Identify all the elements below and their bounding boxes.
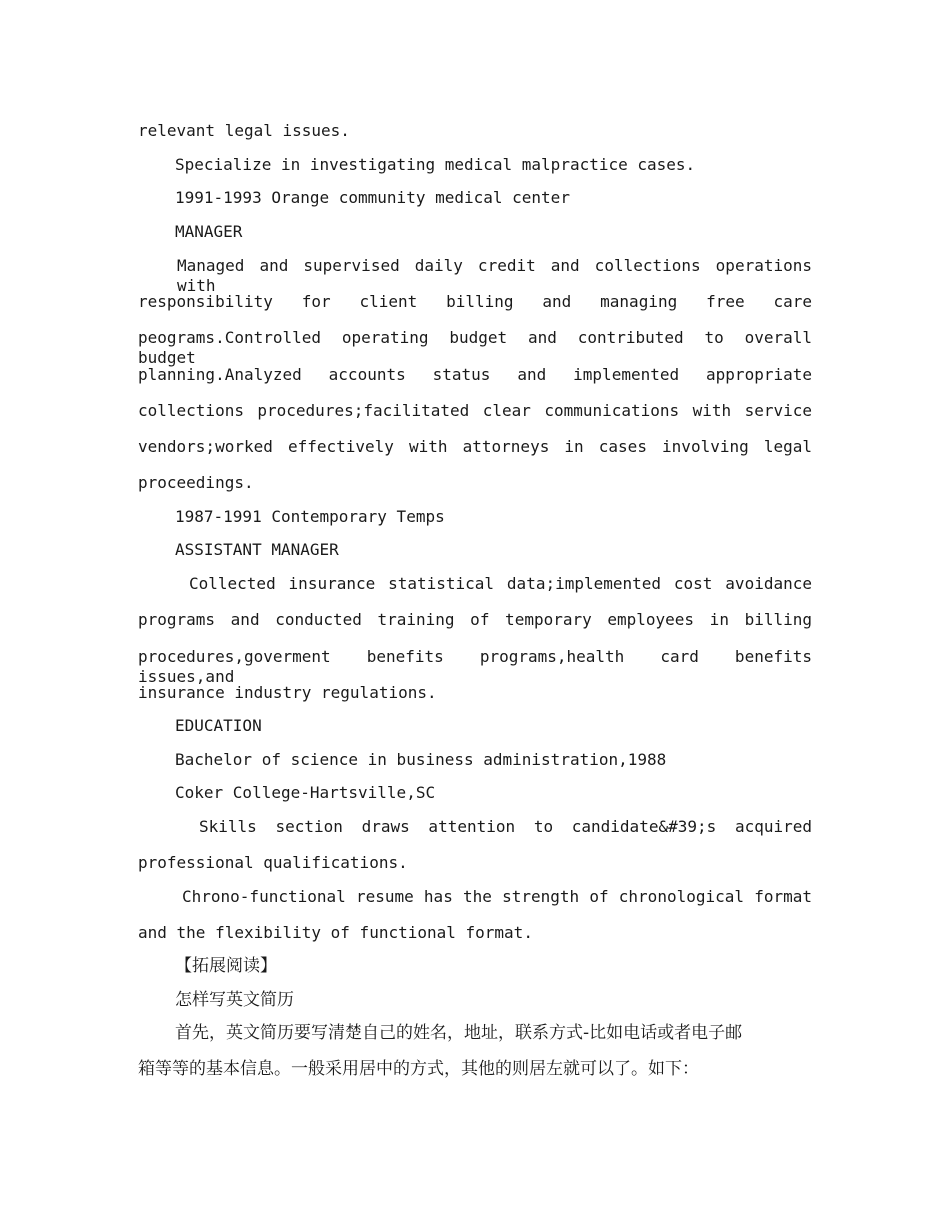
job-title: ASSISTANT MANAGER (175, 540, 339, 559)
paragraph-line: Managed and supervised daily credit and collections operations with (177, 256, 812, 295)
job-heading: 1987-1991 Contemporary Temps (175, 507, 445, 526)
paragraph-line: peograms.Controlled operating budget and contributed to overall budget (138, 328, 812, 367)
education-degree: Bachelor of science in business administration,1988 (175, 750, 667, 769)
paragraph-line: responsibility for client billing and managing free care (138, 292, 812, 311)
paragraph-line: Collected insurance statistical data;implemented cost avoidance (189, 574, 812, 593)
paragraph-line: procedures,goverment benefits programs,health card benefits issues,and (138, 647, 812, 686)
paragraph-line: Skills section draws attention to candidate&#39;s acquired (199, 817, 812, 836)
subheading: 怎样写英文简历 (175, 990, 294, 1010)
extended-reading-heading: 【拓展阅读】 (175, 956, 277, 976)
paragraph-line: professional qualifications. (138, 853, 408, 872)
section-heading: EDUCATION (175, 716, 262, 735)
paragraph-line: 箱等等的基本信息。一般采用居中的方式，其他的则居左就可以了。如下： (138, 1059, 699, 1079)
paragraph-line: Chrono-functional resume has the strength of chronological format (182, 887, 812, 906)
text-line: relevant legal issues. (138, 121, 350, 140)
paragraph-line: vendors;worked effectively with attorneys in cases involving legal (138, 437, 812, 456)
job-title: MANAGER (175, 222, 243, 241)
paragraph-line: 首先，英文简历要写清楚自己的姓名，地址，联系方式-比如电话或者电子邮 (175, 1023, 743, 1043)
paragraph-line: collections procedures;facilitated clear communications with service (138, 401, 812, 420)
paragraph-line: planning.Analyzed accounts status and implemented appropriate (138, 365, 812, 384)
job-heading: 1991-1993 Orange community medical center (175, 188, 570, 207)
paragraph-line: proceedings. (138, 473, 254, 492)
paragraph-line: insurance industry regulations. (138, 683, 437, 702)
paragraph-line: and the flexibility of functional format. (138, 923, 533, 942)
paragraph-line: programs and conducted training of temporary employees in billing (138, 610, 812, 629)
education-school: Coker College-Hartsville,SC (175, 783, 436, 802)
text-line: Specialize in investigating medical malpractice cases. (175, 155, 696, 174)
